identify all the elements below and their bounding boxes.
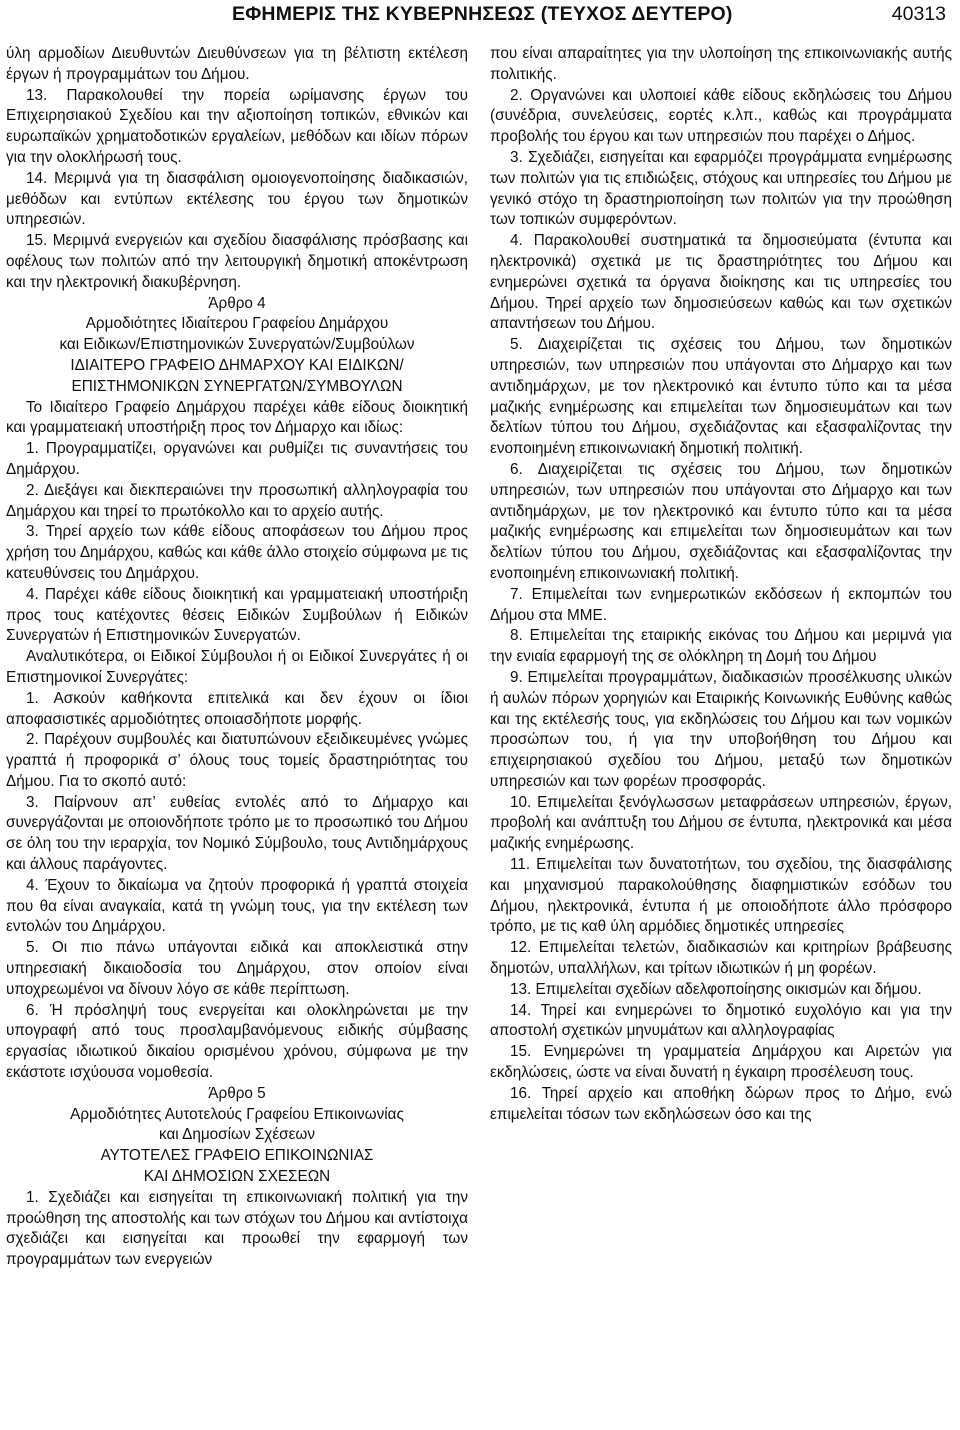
paragraph: 10. Επιμελείται ξενόγλωσσων μεταφράσεων υπηρεσιών, έργων, προβολή και ανάπτυξη του Δήμου σε έντυπα, ηλεκτρονικά και μέσα μαζικής ενημέρωσης. xyxy=(490,793,952,853)
paragraph: 15. Ενημερώνει τη γραμματεία Δημάρχου και Αιρετών για εκδηλώσεις, ώστε να είναι δυνατή η έγκαιρη προσέλευση τους. xyxy=(490,1043,952,1082)
paragraph: 3. Τηρεί αρχείο των κάθε είδους αποφάσεων του Δήμου προς χρήση του Δημάρχου, καθώς και κάθε άλλο στοιχείο σύμφωνα με τις κατευθύνσεις του Δημάρχου. xyxy=(6,523,468,582)
paragraph: 4. Παρακολουθεί συστηματικά τα δημοσιεύματα (έντυπα και ηλεκτρονικά) σχετικά με τις δραστηριότητες του Δήμου και ενημερώνει σχετικά τα όργανα διοίκησης και τις υπηρεσίες του Δήμου. Τηρεί αρχείο των δημοσιεύσεων καθώς και των σχετικών απαντήσεων του Δήμου. xyxy=(490,232,952,333)
paragraph: 15. Μεριμνά ενεργειών και σχεδίου διασφάλισης πρόσβασης και οφέλους των πολιτών από την λειτουργική δημοτική αποκέντρωση και την ηλεκτρονική διακυβέρνηση. xyxy=(6,232,468,291)
article-heading: Άρθρο 4 xyxy=(208,294,266,312)
paragraph: Το Ιδιαίτερο Γραφείο Δημάρχου παρέχει κάθε είδους διοικητική και γραμματειακή υποστήριξη προς τον Δήμαρχο και ιδίως: xyxy=(6,398,468,437)
paragraph: 7. Επιμελείται των ενημερωτικών εκδόσεων ή εκπομπών του Δήμου στα ΜΜΕ. xyxy=(490,585,952,624)
paragraph: 3. Παίρνουν απ’ ευθείας εντολές από το Δήμαρχο και συνεργάζονται με οποιονδήποτε τρόπο με το προσωπικό του Δήμου σε όλη του την ιεραρχία, τον Νομικό Σύμβουλο, τους Αντιδημάρχους και άλλους παράγοντες. xyxy=(6,793,468,874)
page-number: 40313 xyxy=(891,3,946,25)
left-column xyxy=(6,44,468,1424)
section-title: ΚΑΙ ΔΗΜΟΣΙΩΝ ΣΧΕΣΕΩΝ xyxy=(143,1168,331,1186)
paragraph: 3. Σχεδιάζει, εισηγείται και εφαρμόζει προγράμματα ενημέρωσης των πολιτών για τις επιδιώξεις, στόχους και υπηρεσίες του Δήμου με γενικό στόχο τη δραστηριοποίηση των πολιτών για την προώθηση των τοπικών συμφερόντων. xyxy=(490,148,952,229)
paragraph: 2. Παρέχουν συμβουλές και διατυπώνουν εξειδικευμένες γνώμες γραπτά ή προφορικά σ’ όλους τους τομείς δραστηριότητας του Δήμου. Για το σκοπό αυτό: xyxy=(6,731,468,790)
paragraph: 1. Προγραμματίζει, οργανώνει και ρυθμίζει τις συναντήσεις του Δημάρχου. xyxy=(6,440,468,478)
right-column xyxy=(490,44,952,1424)
paragraph: 6. Διαχειρίζεται τις σχέσεις του Δήμου, των δημοτικών υπηρεσιών, των υπηρεσιών που υπάγονται στο Δήμαρχο και των αντιδημάρχων, με τον ηλεκτρονικό και έντυπο τύπο και τα μέσα μαζικής ενημέρωσης και επιμελείται των δημοσιευμάτων και των δελτίων τύπου του Δήμου, σχεδιάζοντας και εξασφαλίζοντας την ενοποιημένη επικοινωνιακή πολιτική. xyxy=(490,460,952,582)
paragraph: 2. Οργανώνει και υλοποιεί κάθε είδους εκδηλώσεις του Δήμου (συνέδρια, συνελεύσεις, εορτές κ.λπ., καθώς και προγράμματα προβολής του έργου και των υπηρεσιών που παρέχει ο Δήμος. xyxy=(490,86,952,146)
page-header xyxy=(0,0,960,36)
article-subtitle: Αρμοδιότητες Αυτοτελούς Γραφείου Επικοινωνίας xyxy=(70,1105,404,1123)
section-title: ΕΠΙΣΤΗΜΟΝΙΚΩΝ ΣΥΝΕΡΓΑΤΩΝ/ΣΥΜΒΟΥΛΩΝ xyxy=(71,377,403,395)
paragraph: 1. Ασκούν καθήκοντα επιτελικά και δεν έχουν οι ίδιοι αποφασιστικές αρμοδιότητες οποιασδήποτε μορφής. xyxy=(6,689,468,728)
gazette-title: ΕΦΗΜΕΡΙΣ ΤΗΣ ΚΥΒΕΡΝΗΣΕΩΣ (ΤΕΥΧΟΣ ΔΕΥΤΕΡΟ) xyxy=(232,3,733,25)
article-subtitle: και Δημοσίων Σχέσεων xyxy=(159,1126,315,1144)
article-subtitle: Αρμοδιότητες Ιδιαίτερου Γραφείου Δημάρχου xyxy=(85,315,389,333)
paragraph: ύλη αρμοδίων Διευθυντών Διευθύνσεων για τη βέλτιστη εκτέλεση έργων ή προγραμμάτων του Δήμου. xyxy=(6,45,468,83)
paragraph: 4. Παρέχει κάθε είδους διοικητική και γραμματειακή υποστήριξη προς τους κατέχοντες θέσεις Ειδικών Συμβούλων ή Ειδικών Συνεργατών ή Επιστημονικών Συνεργατών. xyxy=(6,585,468,645)
paragraph: 14. Τηρεί και ενημερώνει το δημοτικό ευχολόγιο και για την αποστολή σχετικών μηνυμάτων και αλληλογραφίας xyxy=(490,1001,952,1040)
article-heading: Άρθρο 5 xyxy=(208,1084,266,1102)
paragraph: που είναι απαραίτητες για την υλοποίηση της επικοινωνιακής αυτής πολιτικής. xyxy=(490,45,952,83)
paragraph: 12. Επιμελείται τελετών, διαδικασιών και κριτηρίων βράβευσης δημοτών, υπαλλήλων, και τρίτων ιδιωτικών ή μη φορέων. xyxy=(490,939,952,978)
paragraph: 6. Ή πρόσληψή τους ενεργείται και ολοκληρώνεται με την υπογραφή από τους προσλαμβανόμενους ειδικής σύμβασης εργασίας ιδιωτικού δικαίου ορισμένου χρόνου, σύμφωνα με την εκάστοτε ισχύουσα νομοθεσία. xyxy=(6,1001,468,1082)
paragraph: 8. Επιμελείται της εταιρικής εικόνας του Δήμου και μεριμνά για την ενιαία εφαρμογή της σε ολόκληρη τη Δομή του Δήμου xyxy=(490,627,952,666)
article-subtitle: και Ειδικων/Επιστημονικών Συνεργατών/Συμβούλων xyxy=(59,336,415,354)
paragraph: 4. Έχουν το δικαίωμα να ζητούν προφορικά ή γραπτά στοιχεία που θα είναι αναγκαία, κατά τη γνώμη τους, για την εκτέλεση των εντολών του Δημάρχου. xyxy=(6,876,468,936)
paragraph: Αναλυτικότερα, οι Ειδικοί Σύμβουλοι ή οι Ειδικοί Συνεργάτες ή οι Επιστημονικοί Συνεργάτες: xyxy=(6,648,468,686)
paragraph: 5. Οι πιο πάνω υπάγονται ειδικά και αποκλειστικά στην υπηρεσιακή δικαιοδοσία του Δημάρχου, στον οποίον είναι υποχρεωμένοι να δίνουν λόγο σε κάθε περίπτωση. xyxy=(6,939,468,998)
paragraph: 9. Επιμελείται προγραμμάτων, διαδικασιών προσέλκυσης υλικών ή αυλών πόρων χορηγιών και Εταιρικής Κοινωνικής Ευθύνης καθώς και της εκτέλεσής τους, για εκδηλώσεις του Δήμου και των νομικών προσώπων του, ή για την υποβοήθηση του Δήμου και επιχειρησιακού σχεδίου του Δήμου, μεταξύ των δημοτικών υπηρεσιών και των φορέων προσφοράς. xyxy=(490,668,952,790)
paragraph: 5. Διαχειρίζεται τις σχέσεις του Δήμου, των δημοτικών υπηρεσιών, των υπηρεσιών που υπάγονται στο Δήμαρχο και των αντιδημάρχων, με τον ηλεκτρονικό και έντυπο τύπο και τα μέσα μαζικής ενημέρωσης και επιμελείται των δημοσιευμάτων και των δελτίων τύπου του Δήμου, σχεδιάζοντας και εξασφαλίζοντας την ενοποιημένη επικοινωνιακή δημοτική πολιτική. xyxy=(490,336,952,458)
paragraph: 2. Διεξάγει και διεκπεραιώνει την προσωπική αλληλογραφία του Δημάρχου και τηρεί το πρωτόκολλο και το αρχείο αυτής. xyxy=(6,481,468,520)
paragraph: 13. Παρακολουθεί την πορεία ωρίμανσης έργων του Επιχειρησιακού Σχεδίου και την αξιοποίηση τοπικών, εθνικών και ευρωπαϊκών χρηματοδοτικών εργαλείων, μεθόδων και ιδίων πόρων για την ολοκλήρωσή τους. xyxy=(6,86,468,166)
paragraph: 16. Τηρεί αρχείο και αποθήκη δώρων προς το Δήμο, ενώ επιμελείται τόσων των εκδηλώσεων όσο και της xyxy=(490,1084,952,1123)
paragraph: 14. Μεριμνά για τη διασφάλιση ομοιογενοποίησης διαδικασιών, μεθόδων και εντύπων εκτέλεσης του έργου των δημοτικών υπηρεσιών. xyxy=(6,169,468,229)
paragraph: 1. Σχεδιάζει και εισηγείται τη επικοινωνιακή πολιτική για την προώθηση της αποστολής και των στόχων του Δήμου και αντίστοιχα σχεδιάζει και εισηγείται και προωθεί την εφαρμογή των προγραμμάτων των ενεργειών xyxy=(6,1188,468,1269)
section-title: ΙΔΙΑΙΤΕΡΟ ΓΡΑΦΕΙΟ ΔΗΜΑΡΧΟΥ ΚΑΙ ΕΙΔΙΚΩΝ/ xyxy=(70,356,404,374)
section-title: ΑΥΤΟΤΕΛΕΣ ΓΡΑΦΕΙΟ ΕΠΙΚΟΙΝΩΝΙΑΣ xyxy=(100,1147,374,1165)
paragraph: 11. Επιμελείται των δυνατοτήτων, του σχεδίου, της διασφάλισης και μηχανισμού παρακολούθησης διαφημιστικών εσόδων του Δήμου, ηλεκτρονικά, έντυπα ή με οποιοδήποτε άλλο πρόσφορο τρόπο, με τις καθ ύλη αρμόδιες δημοτικές υπηρεσίες xyxy=(490,856,952,936)
paragraph: 13. Επιμελείται σχεδίων αδελφοποίησης οικισμών και δήμου. xyxy=(510,980,922,998)
